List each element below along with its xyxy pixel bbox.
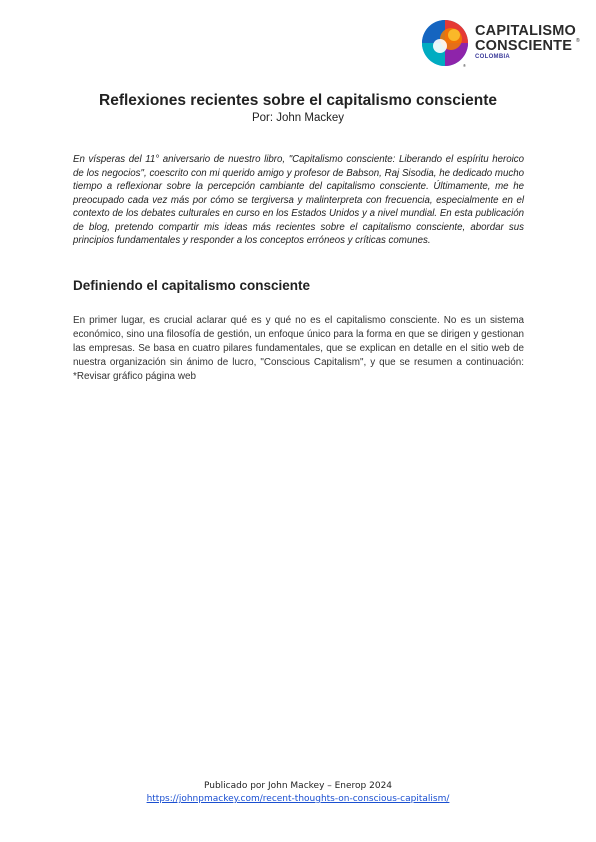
logo-registered-mark-small: ®: [463, 63, 466, 68]
logo-text-line2: CONSCIENTE: [475, 38, 573, 54]
footer-published-by: Publicado por John Mackey – Enerop 2024: [203, 781, 393, 791]
logo-mark-icon: [421, 19, 469, 67]
logo-subtitle: COLOMBIA: [475, 54, 511, 60]
intro-paragraph: En vísperas del 11° aniversario de nuestro libro, "Capitalismo consciente: Liberando el espíritu heroico de los negocios", coescrito con mi querido amigo y profesor de Babson, Raj Sisodia, he dedicado mucho tiempo a reflexionar sobre la percepción cambiante del capitalismo consciente. Últimamente, me he preocupado cada vez más por cómo se tergiversa y malinterpreta con frecuencia, especialmente en el contexto de los debates culturales en curso en los Estados Unidos y a nivel mundial. En esta publicación de blog, pretendo compartir mis ideas más recientes sobre el capitalismo consciente, abordar sus principios fundamentales y responder a los conceptos erróneos y críticas comunes.: [73, 154, 524, 246]
brand-logo: [421, 19, 581, 69]
author-byline: Por: John Mackey: [251, 112, 345, 124]
logo-registered-mark: ®: [576, 38, 580, 44]
body-paragraph: En primer lugar, es crucial aclarar qué es y qué no es el capitalismo consciente. No es un sistema económico, sino una filosofía de gestión, un enfoque único para la forma en que se dirigen y gestionan las empresas. Se basa en cuatro pilares fundamentales, que se explican en detalle en el sitio web de nuestra organización sin ánimo de lucro, "Conscious Capitalism", y que se resumen a continuación: *Revisar gráfico página web: [73, 315, 524, 382]
logo-text-line1: CAPITALISMO: [475, 23, 577, 39]
document-title: Reflexiones recientes sobre el capitalismo consciente: [99, 92, 497, 109]
section-heading: Definiendo el capitalismo consciente: [73, 278, 311, 293]
footer-source-link[interactable]: https://johnpmackey.com/recent-thoughts-on-conscious-capitalism/: [146, 794, 450, 804]
